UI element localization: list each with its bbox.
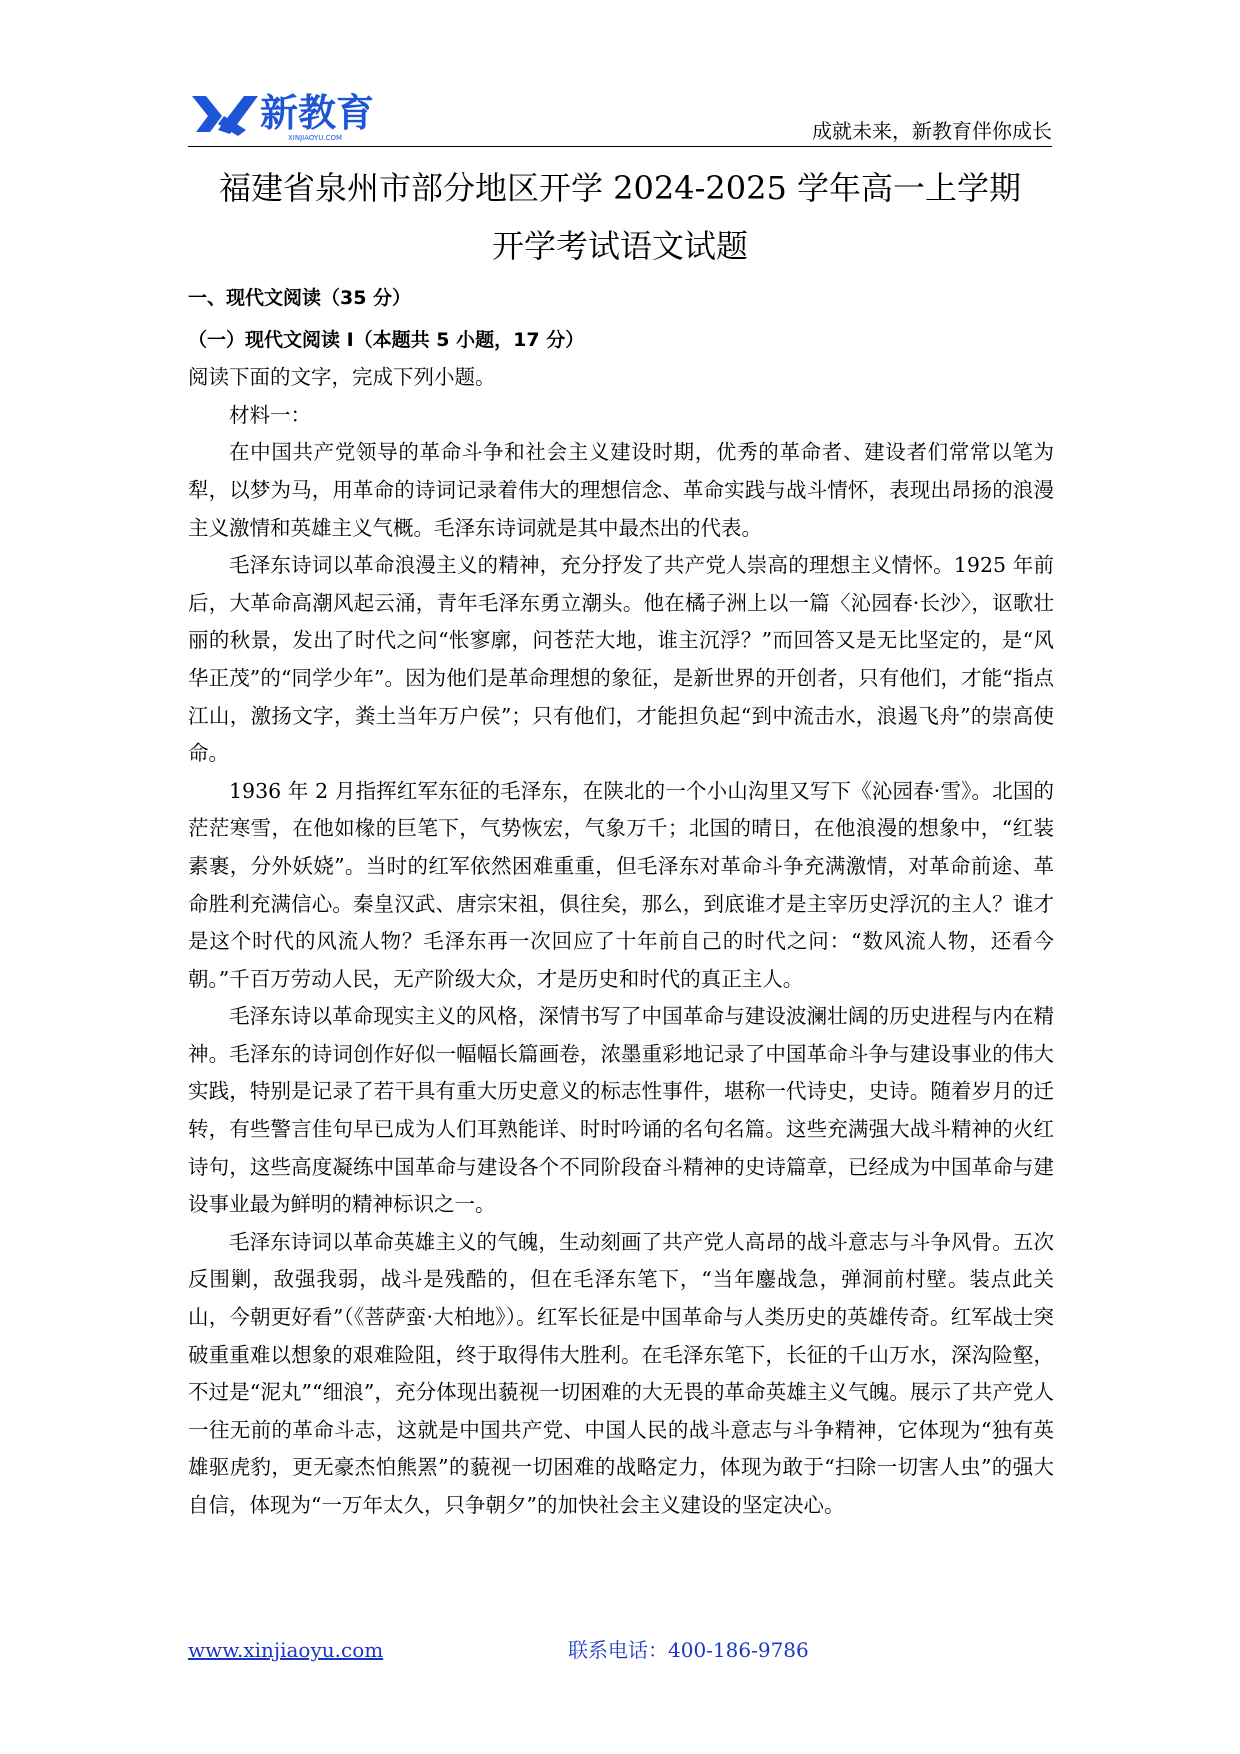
section-heading: 一、现代文阅读（35 分）	[188, 287, 412, 309]
document-title: 福建省泉州市部分地区开学 2024-2025 学年高一上学期	[218, 169, 1022, 207]
paragraph: 在中国共产党领导的革命斗争和社会主义建设时期，优秀的革命者、建设者们常常以笔为犁，以梦为马，用革命的诗词记录着伟大的理想信念、革命实践与战斗情怀，表现出昂扬的浪漫主义激情和英雄主义气概。毛泽东诗词就是其中最杰出的代表。	[188, 440, 1054, 540]
svg-text:新教育: 新教育	[260, 91, 375, 135]
subsection-heading: （一）现代文阅读 I（本题共 5 小题，17 分）	[188, 328, 585, 351]
header-slogan: 成就未来，新教育伴你成长	[812, 119, 1052, 143]
paragraph: 1936 年 2 月指挥红军东征的毛泽东，在陕北的一个小山沟里又写下《沁园春·雪》。北国的茫茫寒雪，在他如椽的巨笔下，气势恢宏，气象万千；北国的晴日，在他浪漫的想象中，“红装素裹，分外妖娆”。当时的红军依然困难重重，但毛泽东对革命斗争充满激情，对革命前途、革命胜利充满信心。秦皇汉武、唐宗宋祖，俱往矣，那么，到底谁才是主宰历史浮沉的主人？谁才是这个时代的风流人物？毛泽东再一次回应了十年前自己的时代之问：“数风流人物，还看今朝。”千百万劳动人民，无产阶级大众，才是历史和时代的真正主人。	[188, 778, 1054, 991]
material-label: 材料一：	[229, 402, 311, 427]
instruction-text: 阅读下面的文字，完成下列小题。	[188, 365, 496, 390]
brand-logo	[188, 86, 408, 146]
document-body	[188, 280, 1054, 1525]
document-subtitle: 开学考试语文试题	[491, 227, 748, 265]
svg-text:XINJIAOYU.COM: XINJIAOYU.COM	[288, 134, 343, 142]
header-divider	[188, 146, 1052, 147]
paragraph: 毛泽东诗词以革命浪漫主义的精神，充分抒发了共产党人崇高的理想主义情怀。1925 年前后，大革命高潮风起云涌，青年毛泽东勇立潮头。他在橘子洲上以一篇〈沁园春·长沙〉，讴歌壮丽的秋景，发出了时代之问“怅寥廓，问苍茫大地，谁主沉浮？”而回答又是无比坚定的，是“风华正茂”的“同学少年”。因为他们是革命理想的象征，是新世界的开创者，只有他们，才能“指点江山，激扬文字，粪土当年万户侯”；只有他们，才能担负起“到中流击水，浪遏飞舟”的崇高使命。	[188, 553, 1054, 766]
paragraph: 毛泽东诗词以革命英雄主义的气魄，生动刻画了共产党人高昂的战斗意志与斗争风骨。五次反围剿，敌强我弱，战斗是残酷的，但在毛泽东笔下，“当年鏖战急，弹洞前村壁。装点此关山，今朝更好看”（《菩萨蛮·大柏地》）。红军长征是中国革命与人类历史的英雄传奇。红军战士突破重重难以想象的艰难险阻，终于取得伟大胜利。在毛泽东笔下，长征的千山万水，深沟险壑，不过是“泥丸”“细浪”，充分体现出藐视一切困难的大无畏的革命英雄主义气魄。展示了共产党人一往无前的革命斗志，这就是中国共产党、中国人民的战斗意志与斗争精神，它体现为“独有英雄驱虎豹，更无豪杰怕熊罴”的藐视一切困难的战略定力，体现为敢于“扫除一切害人虫”的强大自信，体现为“一万年太久，只争朝夕”的加快社会主义建设的坚定决心。	[188, 1229, 1054, 1517]
contact-phone: 联系电话：400-186-9786	[568, 1638, 809, 1662]
paragraph: 毛泽东诗以革命现实主义的风格，深情书写了中国革命与建设波澜壮阔的历史进程与内在精神。毛泽东的诗词创作好似一幅幅长篇画卷，浓墨重彩地记录了中国革命斗争与建设事业的伟大实践，特别是记录了若干具有重大历史意义的标志性事件，堪称一代诗史，史诗。随着岁月的迁转，有些警言佳句早已成为人们耳熟能详、时时吟诵的名句名篇。这些充满强大战斗精神的火红诗句，这些高度凝练中国革命与建设各个不同阶段奋斗精神的史诗篇章，已经成为中国革命与建设事业最为鲜明的精神标识之一。	[188, 1004, 1054, 1217]
website-link[interactable]: www.xinjiaoyu.com	[188, 1638, 384, 1662]
xinjiaoyu-logo-icon	[188, 86, 408, 146]
